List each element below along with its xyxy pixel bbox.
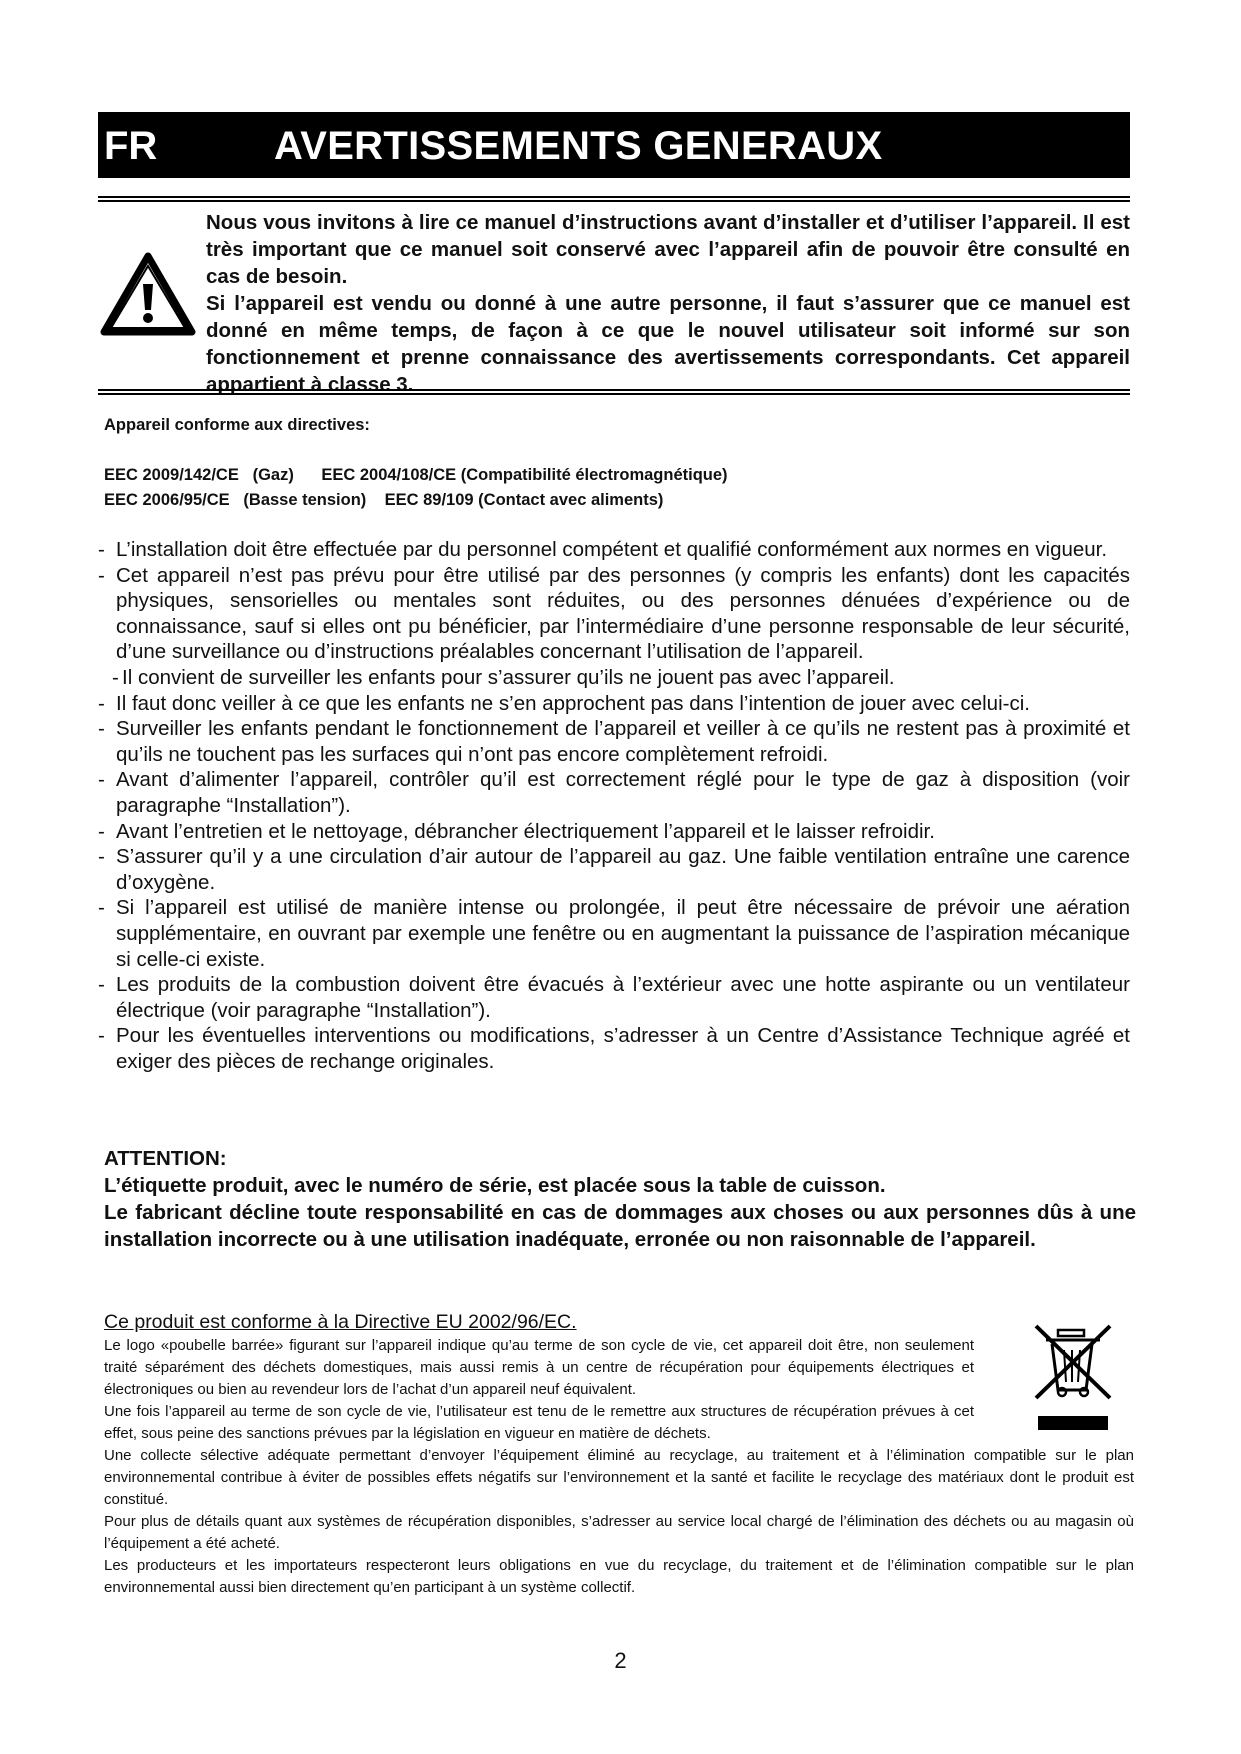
page-title: AVERTISSEMENTS GENERAUX [274,124,883,168]
intro-warning [206,209,1130,398]
page-header [98,112,1130,178]
weee-paragraph: Le logo «poubelle barrée» figurant sur l’appareil indique qu’au terme de son cycle de vie, cet appareil doit être, non seulement traité séparément des déchets domestiques, mais aussi remis à un centre de récupération pour équipements électriques et électroniques ou bien au revendeur lors de l’achat d’un appareil neuf équivalent. [104,1337,974,1398]
attention-block [104,1145,1136,1253]
weee-paragraph: Pour plus de détails quant aux systèmes de récupération disponibles, s’adresser au service local chargé de l’élimination des déchets ou au magasin où l’équipement a été acheté. [104,1513,1134,1552]
safety-list [98,537,1130,1074]
directives-title: Appareil conforme aux directives: [104,416,370,434]
attention-line: L’étiquette produit, avec le numéro de série, est placée sous la table de cuisson. [104,1174,886,1197]
list-item: - Surveiller les enfants pendant le fonctionnement de l’appareil et veiller à ce qu’ils ne restent pas à proximité et qu’ils ne touchent pas les surfaces qui n’ont pas encore complètement refroidi. [98,717,1130,766]
language-code: FR [104,124,158,168]
top-divider [98,196,1130,202]
weee-paragraph: Une collecte sélective adéquate permettant d’envoyer l’équipement éliminé au recyclage, au traitement et à l’élimination compatible sur le plan environnemental contribue à éviter de possibles effets négatifs sur l’environnement et la santé et facilite le recyclage des matériaux dont le produit est constitué. [104,1447,1134,1508]
list-item: - Avant d’alimenter l’appareil, contrôler qu’il est correctement réglé pour le type de gaz à disposition (voir paragraphe “Installation”). [98,768,1130,817]
bottom-divider [98,389,1130,395]
list-item: - Avant l’entretien et le nettoyage, débrancher électriquement l’appareil et le laisser refroidir. [98,819,935,843]
weee-heading: Ce produit est conforme à la Directive EU 2002/96/EC. [104,1311,577,1333]
directive-row: EEC 2009/142/CE (Gaz) EEC 2004/108/CE (Compatibilité électromagnétique) [104,466,728,484]
intro-paragraph: Nous vous invitons à lire ce manuel d’instructions avant d’installer et d’utiliser l’appareil. Il est très important que ce manuel soit conservé avec l’appareil afin de pouvoir être consulté en cas de besoin. [206,211,1130,288]
weee-section [104,1309,1134,1599]
intro-paragraph: Si l’appareil est vendu ou donné à une autre personne, il faut s’assurer que ce manuel est donné en même temps, de façon à ce que le nouvel utilisateur soit informé sur son fonctionnement et prenne connaissance des avertissements correspondants. Cet appareil appartient à classe 3. [206,292,1130,396]
list-item: - Les produits de la combustion doivent être évacués à l’extérieur avec une hotte aspirante ou un ventilateur électrique (voir paragraphe “Installation”). [98,973,1130,1022]
attention-line: Le fabricant décline toute responsabilité en cas de dommages aux choses ou aux personnes dûs à une installation incorrecte ou à une utilisation inadéquate, erronée ou non raisonnable de l’appareil. [104,1201,1136,1251]
list-item: - Cet appareil n’est pas prévu pour être utilisé par des personnes (y compris les enfants) dont les capacités physiques, sensorielles ou mentales sont réduites, ou des personnes dénuées d’expérience ou de connaissance, sauf si elles ont pu bénéficier, par l’intermédiaire d’une personne responsable de leur sécurité, d’une surveillance ou d’instructions préalables concernant l’utilisation de l’appareil. [98,563,1130,664]
list-item: - L’installation doit être effectuée par du personnel compétent et qualifié conformément aux normes en vigueur. [98,538,1108,561]
weee-paragraph: Une fois l’appareil au terme de son cycle de vie, l’utilisateur est tenu de le remettre aux structures de récupération prévues à cet effet, sous peine des sanctions prévues par la législation en vigueur en matière de déchets. [104,1403,974,1442]
directives-block [104,413,728,513]
crossed-bin-icon [1028,1322,1118,1432]
directive-row: EEC 2006/95/CE (Basse tension) EEC 89/109 (Contact avec aliments) [104,491,664,509]
page-number: 2 [614,1648,627,1673]
list-item: - Il convient de surveiller les enfants pour s’assurer qu’ils ne jouent pas avec l’appareil. [112,665,895,689]
warning-triangle-icon [100,250,196,338]
list-item: - S’assurer qu’il y a une circulation d’air autour de l’appareil au gaz. Une faible ventilation entraîne une carence d’oxygène. [98,845,1130,894]
attention-title: ATTENTION: [104,1147,227,1170]
list-item: - Pour les éventuelles interventions ou modifications, s’adresser à un Centre d’Assistance Technique agréé et exiger des pièces de rechange originales. [98,1024,1130,1073]
list-item: - Si l’appareil est utilisé de manière intense ou prolongée, il peut être nécessaire de prévoir une aération supplémentaire, en ouvrant par exemple une fenêtre ou en augmentant la puissance de l’aspiration mécanique si celle-ci existe. [98,896,1130,971]
weee-paragraph: Les producteurs et les importateurs respecteront leurs obligations en vue du recyclage, du traitement et de l’élimination compatible sur le plan environnemental aussi bien directement qu’en participant à un système collectif. [104,1557,1134,1596]
list-item: - Il faut donc veiller à ce que les enfants ne s’en approchent pas dans l’intention de jouer avec celui-ci. [98,691,1030,715]
